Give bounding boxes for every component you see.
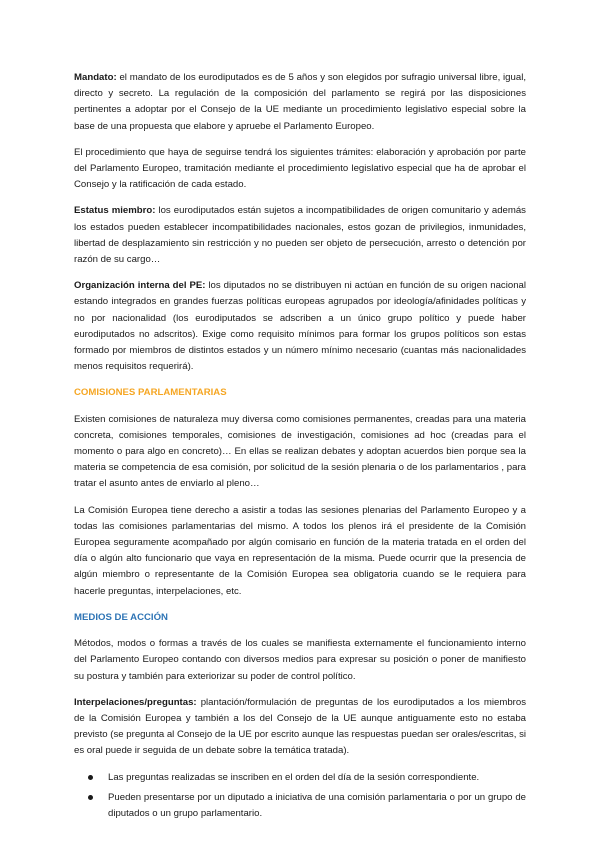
paragraph-interpelaciones <box>74 695 526 760</box>
paragraph-mandato <box>74 70 526 135</box>
list-item <box>74 790 526 822</box>
bullet-icon <box>88 775 93 780</box>
bullet-icon <box>88 795 93 800</box>
heading-comisiones: COMISIONES PARLAMENTARIAS <box>74 387 227 399</box>
text-estatus: los eurodiputados están sujetos a incompatibilidades de origen comunitario y además los estados pueden establecer incompatibilidades nacionales, estos gozan de privilegios, inmunidades, libertad de desplazamiento sin restricción y no pueden ser objeto de persecución, arresto o detención por razón de su cargo… <box>74 205 526 266</box>
text-organizacion: los diputados no se distribuyen ni actúan en función de su origen nacional estando integrados en grandes fuerzas políticas europeas agrupados por ideología/afinidades políticas y no por nacionalidad (los eurodiputados se adscriben a un único grupo político y puede haber eurodiputados no adscritos). Exige como requisito mínimos para formar los grupos políticos son estas formado por miembros de distintos estados y un número mínimo necesario (cuantas más nacionalidades menos requisitos requerirá). <box>74 280 526 373</box>
paragraph-organizacion <box>74 278 526 375</box>
lead-mandato: Mandato: <box>74 72 117 83</box>
paragraph-comisiones-1: Existen comisiones de naturaleza muy diversa como comisiones permanentes, creadas para una materia concreta, comisiones temporales, comisiones de investigación, comisiones ad hoc (creadas para el momento o para algo en concreto)… En ellas se realizan debates y adoptan acuerdos bien porque sea la materia se competencia de esa comisión, por solicitud de la sesión plenaria o de los parlamentarios , para tratar el asunto antes de enviarlo al pleno… <box>74 413 526 490</box>
paragraph-estatus <box>74 203 526 268</box>
lead-interpelaciones: Interpelaciones/preguntas: <box>74 696 197 708</box>
lead-organizacion: Organización interna del PE: <box>74 280 206 292</box>
bullet-list <box>74 770 526 823</box>
bullet-text: Pueden presentarse por un diputado a iniciativa de una comisión parlamentaria o por un grupo de diputados o un grupo parlamentario. <box>108 791 526 819</box>
lead-estatus: Estatus miembro: <box>74 205 156 217</box>
text-mandato: el mandato de los eurodiputados es de 5 años y son elegidos por sufragio universal libre, igual, directo y secreto. La regulación de la composición del parlamento se regirá por las disposiciones pertinentes a adoptar por el Consejo de la UE mediante un procedimiento legislativo especial sobre la base de una propuesta que elabore y apruebe el Parlamento Europeo. <box>74 72 526 132</box>
paragraph-comisiones-2: La Comisión Europea tiene derecho a asistir a todas las sesiones plenarias del Parlamento Europeo y a todas las comisiones parlamentarias del mismo. A todos los plenos irá el presidente de la Comisión Europea seguramente acompañado por algún comisario en función de la materia tratada en el orden del día o algún alto funcionario que vaya en representación de la misma. Puede ocurrir que la presencia de algún miembro o representante de la Comisión Europea sea obligatoria cuando se le requiera para hacerle preguntas, interpelaciones, etc. <box>74 504 526 597</box>
heading-medios: MEDIOS DE ACCIÓN <box>74 611 168 623</box>
bullet-text: Las preguntas realizadas se inscriben en el orden del día de la sesión correspondiente. <box>108 771 480 783</box>
text-interpelaciones: plantación/formulación de preguntas de los eurodiputados a los miembros de la Comisión Europea y también a los del Consejo de la UE aunque antiguamente esto no estaba previsto (se pregunta al Consejo de la UE por escrito aunque las respuestas puedan ser orales/escritas, si es oral puede ir seguida de un debate sobre la temática tratada). <box>74 696 526 757</box>
paragraph-procedimiento: El procedimiento que haya de seguirse tendrá los siguientes trámites: elaboración y aprobación por parte del Parlamento Europeo, tramitación mediante el procedimiento legislativo especial que ha de aprobar el Consejo y la ratificación de cada estado. <box>74 146 526 191</box>
paragraph-medios-1: Métodos, modos o formas a través de los cuales se manifiesta externamente el funcionamiento interno del Parlamento Europeo contando con diversos medios para expresar su posición o poner de manifiesto su postura y también para exteriorizar su poder de control político. <box>74 638 526 682</box>
list-item <box>74 770 526 786</box>
